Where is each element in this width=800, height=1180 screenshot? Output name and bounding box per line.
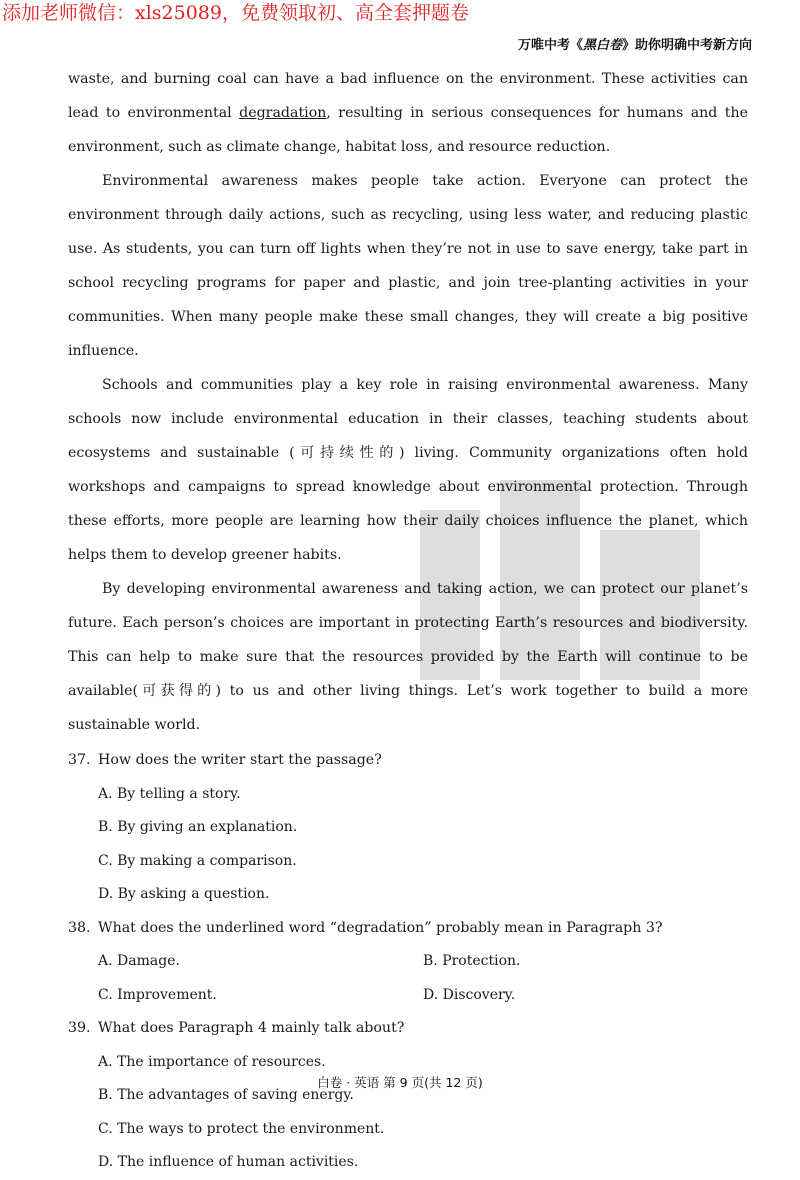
option-row <box>68 945 748 979</box>
option-c: C. By making a comparison. <box>98 852 297 869</box>
question-38 <box>68 912 748 1013</box>
question-stem <box>68 912 748 946</box>
option-a: A. By telling a story. <box>98 785 241 802</box>
option-d: D. Discovery. <box>423 986 516 1003</box>
question-37 <box>68 744 748 912</box>
question-text: What does Paragraph 4 mainly talk about? <box>98 1020 405 1036</box>
option-b: B. By giving an explanation. <box>98 819 298 835</box>
paragraph-2: Environmental awareness makes people take action. Everyone can protect the environment through daily actions, such as recycling, using less water, and reducing plastic use. As students, you can turn off lights when they’re not in use to save energy, take part in school recycling programs for paper and plastic, and join tree-planting activities in your communities. When many people make these small changes, they will create a big positive influence. <box>68 173 748 359</box>
option-c: C. The ways to protect the environment. <box>98 1120 385 1137</box>
page-footer: 白卷 · 英语 第 9 页(共 12 页) <box>317 1075 483 1090</box>
page-header <box>518 34 752 53</box>
question-stem <box>68 1012 748 1046</box>
option-a: A. Damage. <box>98 953 180 969</box>
question-text: What does the underlined word “degradation” probably mean in Paragraph 3? <box>98 919 663 936</box>
option-row <box>68 979 748 1013</box>
question-text: How does the writer start the passage? <box>98 752 382 768</box>
underlined-word: degradation <box>239 105 327 121</box>
option-d: D. The influence of human activities. <box>98 1154 359 1170</box>
question-39 <box>68 1012 748 1180</box>
option-b: B. Protection. <box>423 953 521 969</box>
option-b: B. The advantages of saving energy. <box>98 1087 354 1103</box>
promo-watermark: 添加老师微信：xls25089，免费领取初、高全套押题卷 <box>2 2 469 24</box>
header-prefix: 万唯中考《 <box>517 38 583 53</box>
page-content <box>68 62 748 1180</box>
p1-text-before: waste, and burning coal can have a bad influence on the environment. These activities can lead to environmental <box>68 71 748 121</box>
option-d: D. By asking a question. <box>98 886 270 902</box>
option-a: A. The importance of resources. <box>98 1053 326 1070</box>
paragraph-4: By developing environmental awareness and taking action, we can protect our planet’s future. Each person’s choices are important in protecting Earth’s resources and biodiversity. This can help to make sure that the resources provided by the Earth will continue to be available(可获得的) to us and other living things. Let’s work together to build a more sustainable world. <box>68 581 748 733</box>
question-number: 37. <box>68 752 91 768</box>
header-brand: 黑白卷 <box>582 38 622 53</box>
paragraph-3: Schools and communities play a key role in raising environmental awareness. Many schools now include environmental education in their classes, teaching students about ecosystems and sustainable (可持续性的) living. Community organizations often hold workshops and campaigns to spread knowledge about environmental protection. Through these efforts, more people are learning how their daily choices influence the planet, which helps them to develop greener habits. <box>68 377 748 563</box>
question-stem <box>68 744 748 778</box>
header-suffix: 》助你明确中考新方向 <box>621 38 752 53</box>
question-number: 39. <box>68 1020 91 1036</box>
p1-text-after: , resulting in serious consequences for humans and the environment, such as climate change, habitat loss, and resource reduction. <box>68 105 748 155</box>
option-c: C. Improvement. <box>98 986 217 1003</box>
question-list <box>68 744 748 1180</box>
question-number: 38. <box>68 919 91 936</box>
paragraph-1 <box>68 62 748 164</box>
